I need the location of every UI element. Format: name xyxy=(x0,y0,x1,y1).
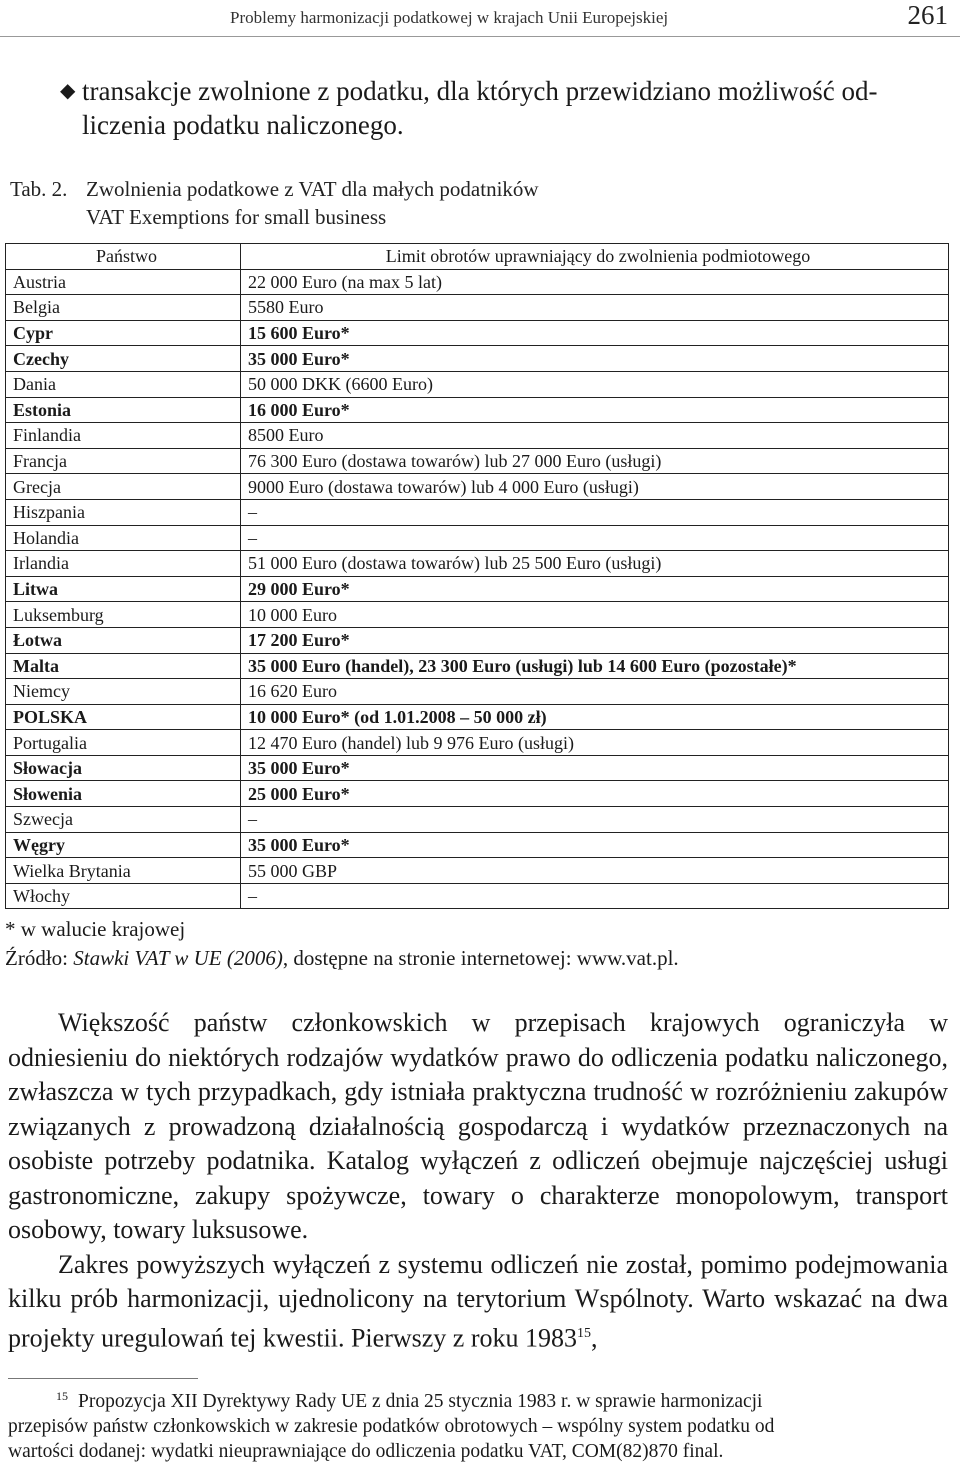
cell-country: Grecja xyxy=(6,474,241,500)
cell-country: Austria xyxy=(6,269,241,295)
cell-limit: 22 000 Euro (na max 5 lat) xyxy=(241,269,949,295)
paragraph-2-end: , xyxy=(591,1323,598,1353)
table-row xyxy=(6,627,949,653)
source-title: Stawki VAT w UE (2006) xyxy=(73,946,283,970)
column-header-limit: Limit obrotów uprawniający do zwolnienia podmiotowego xyxy=(241,244,949,270)
table-row xyxy=(6,602,949,628)
cell-limit: 10 000 Euro xyxy=(241,602,949,628)
source-prefix: Źródło: xyxy=(5,946,74,970)
body-text xyxy=(8,1006,948,1356)
cell-country: Malta xyxy=(6,653,241,679)
footnote-line3: wartości dodanej: wydatki nieuprawniające do odliczenia podatku VAT, COM(82)870 final. xyxy=(8,1441,724,1462)
paragraph-2-text: Zakres powyższych wyłączeń z systemu odliczeń nie został, pomimo podejmowania kilku prób harmonizacji, ujednolicony na terytorium Wspólnoty. Warto wskazać na dwa projekty uregulowań tej kwestii. Pierwszy z roku 1983 xyxy=(8,1249,948,1353)
page-number: 261 xyxy=(907,0,948,30)
cell-country: Hiszpania xyxy=(6,499,241,525)
cell-country: Estonia xyxy=(6,397,241,423)
cell-country: Wielka Brytania xyxy=(6,858,241,884)
cell-country: Czechy xyxy=(6,346,241,372)
cell-country: Słowenia xyxy=(6,781,241,807)
paragraph-1: Większość państw członkowskich w przepisach krajowych ograniczyła w odniesieniu do niektórych rodzajów wydatków prawo do odliczenia podatku naliczonego, zwłaszcza w tych przypadkach, gdy istniała praktyczna trudność w rozróżnieniu zakupów związanych z prowadzoną działalnością gospodarczą i wydatków przeznaczonych na osobiste potrzeby podatnika. Katalog wyłączeń z odliczeń obejmuje najczęściej usługi gastronomiczne, zakupy spożywcze, towary o charakterze monopolowym, transport osobowy, towary luksusowe. xyxy=(8,1008,948,1244)
table-row xyxy=(6,499,949,525)
cell-country: Włochy xyxy=(6,883,241,909)
table-row xyxy=(6,474,949,500)
cell-limit: 25 000 Euro* xyxy=(241,781,949,807)
cell-country: Dania xyxy=(6,371,241,397)
footnote-line1: Propozycja XII Dyrektywy Rady UE z dnia 25 stycznia 1983 r. w sprawie harmonizacji xyxy=(78,1391,763,1412)
table-row xyxy=(6,295,949,321)
cell-country: Portugalia xyxy=(6,730,241,756)
cell-limit: – xyxy=(241,807,949,833)
table-header-row xyxy=(6,244,949,270)
cell-limit: 55 000 GBP xyxy=(241,858,949,884)
cell-limit: 35 000 Euro (handel), 23 300 Euro (usługi) lub 14 600 Euro (pozostałe)* xyxy=(241,653,949,679)
cell-limit: 16 000 Euro* xyxy=(241,397,949,423)
cell-limit: – xyxy=(241,499,949,525)
footnote-line2: przepisów państw członkowskich w zakresie podatków obrotowych – wspólny system podatku od xyxy=(8,1416,775,1437)
cell-limit: 50 000 DKK (6600 Euro) xyxy=(241,371,949,397)
table-title-en: VAT Exemptions for small business xyxy=(86,205,387,229)
cell-limit: 35 000 Euro* xyxy=(241,832,949,858)
table-row xyxy=(6,832,949,858)
table-row xyxy=(6,525,949,551)
cell-limit: 17 200 Euro* xyxy=(241,627,949,653)
cell-limit: 35 000 Euro* xyxy=(241,346,949,372)
paragraph-2 xyxy=(8,1248,948,1356)
table-row xyxy=(6,346,949,372)
cell-country: Węgry xyxy=(6,832,241,858)
cell-limit: 16 620 Euro xyxy=(241,679,949,705)
cell-limit: 9000 Euro (dostawa towarów) lub 4 000 Euro (usługi) xyxy=(241,474,949,500)
cell-country: Niemcy xyxy=(6,679,241,705)
table-body xyxy=(6,269,949,909)
table-source xyxy=(5,946,679,971)
cell-limit: 5580 Euro xyxy=(241,295,949,321)
table-row xyxy=(6,576,949,602)
cell-limit: 51 000 Euro (dostawa towarów) lub 25 500 Euro (usługi) xyxy=(241,551,949,577)
cell-country: Łotwa xyxy=(6,627,241,653)
table-row xyxy=(6,653,949,679)
table-row xyxy=(6,730,949,756)
table-row xyxy=(6,807,949,833)
table-row xyxy=(6,704,949,730)
table-row xyxy=(6,551,949,577)
table-row xyxy=(6,781,949,807)
cell-country: Cypr xyxy=(6,320,241,346)
cell-country: Finlandia xyxy=(6,423,241,449)
cell-country: Francja xyxy=(6,448,241,474)
bullet-text-line2: liczenia podatku naliczonego. xyxy=(82,110,404,140)
table-number: Tab. 2. xyxy=(10,177,68,201)
cell-limit: – xyxy=(241,883,949,909)
running-title: Problemy harmonizacji podatkowej w krajach Unii Europejskiej xyxy=(230,8,669,27)
cell-country: Szwecja xyxy=(6,807,241,833)
table-note-currency: * w walucie krajowej xyxy=(5,917,186,941)
footnote-ref[interactable]: 15 xyxy=(577,1325,591,1341)
table-row xyxy=(6,858,949,884)
cell-limit: 8500 Euro xyxy=(241,423,949,449)
cell-limit: – xyxy=(241,525,949,551)
source-suffix: , dostępne na stronie internetowej: www.vat.pl. xyxy=(282,946,679,970)
footnote-number: 15 xyxy=(56,1389,68,1403)
table-row xyxy=(6,423,949,449)
cell-country: POLSKA xyxy=(6,704,241,730)
cell-limit: 12 470 Euro (handel) lub 9 976 Euro (usługi) xyxy=(241,730,949,756)
footnote-divider xyxy=(8,1378,198,1379)
cell-limit: 10 000 Euro* (od 1.01.2008 – 50 000 zł) xyxy=(241,704,949,730)
table-title-pl: Zwolnienia podatkowe z VAT dla małych podatników xyxy=(86,177,539,201)
table-row xyxy=(6,269,949,295)
vat-exemptions-table xyxy=(5,243,949,909)
cell-limit: 35 000 Euro* xyxy=(241,755,949,781)
table-row xyxy=(6,320,949,346)
cell-country: Litwa xyxy=(6,576,241,602)
cell-limit: 15 600 Euro* xyxy=(241,320,949,346)
table-row xyxy=(6,371,949,397)
table-row xyxy=(6,679,949,705)
table-row xyxy=(6,397,949,423)
cell-country: Luksemburg xyxy=(6,602,241,628)
cell-country: Belgia xyxy=(6,295,241,321)
bullet-icon: ◆ xyxy=(60,80,76,102)
table-row xyxy=(6,448,949,474)
table-row xyxy=(6,883,949,909)
cell-limit: 29 000 Euro* xyxy=(241,576,949,602)
cell-country: Holandia xyxy=(6,525,241,551)
cell-limit: 76 300 Euro (dostawa towarów) lub 27 000 Euro (usługi) xyxy=(241,448,949,474)
cell-country: Słowacja xyxy=(6,755,241,781)
cell-country: Irlandia xyxy=(6,551,241,577)
page-header xyxy=(0,0,960,37)
bullet-text-line1: transakcje zwolnione z podatku, dla których przewidziano możliwość od- xyxy=(82,76,878,106)
table-row xyxy=(6,755,949,781)
column-header-country: Państwo xyxy=(6,244,241,270)
